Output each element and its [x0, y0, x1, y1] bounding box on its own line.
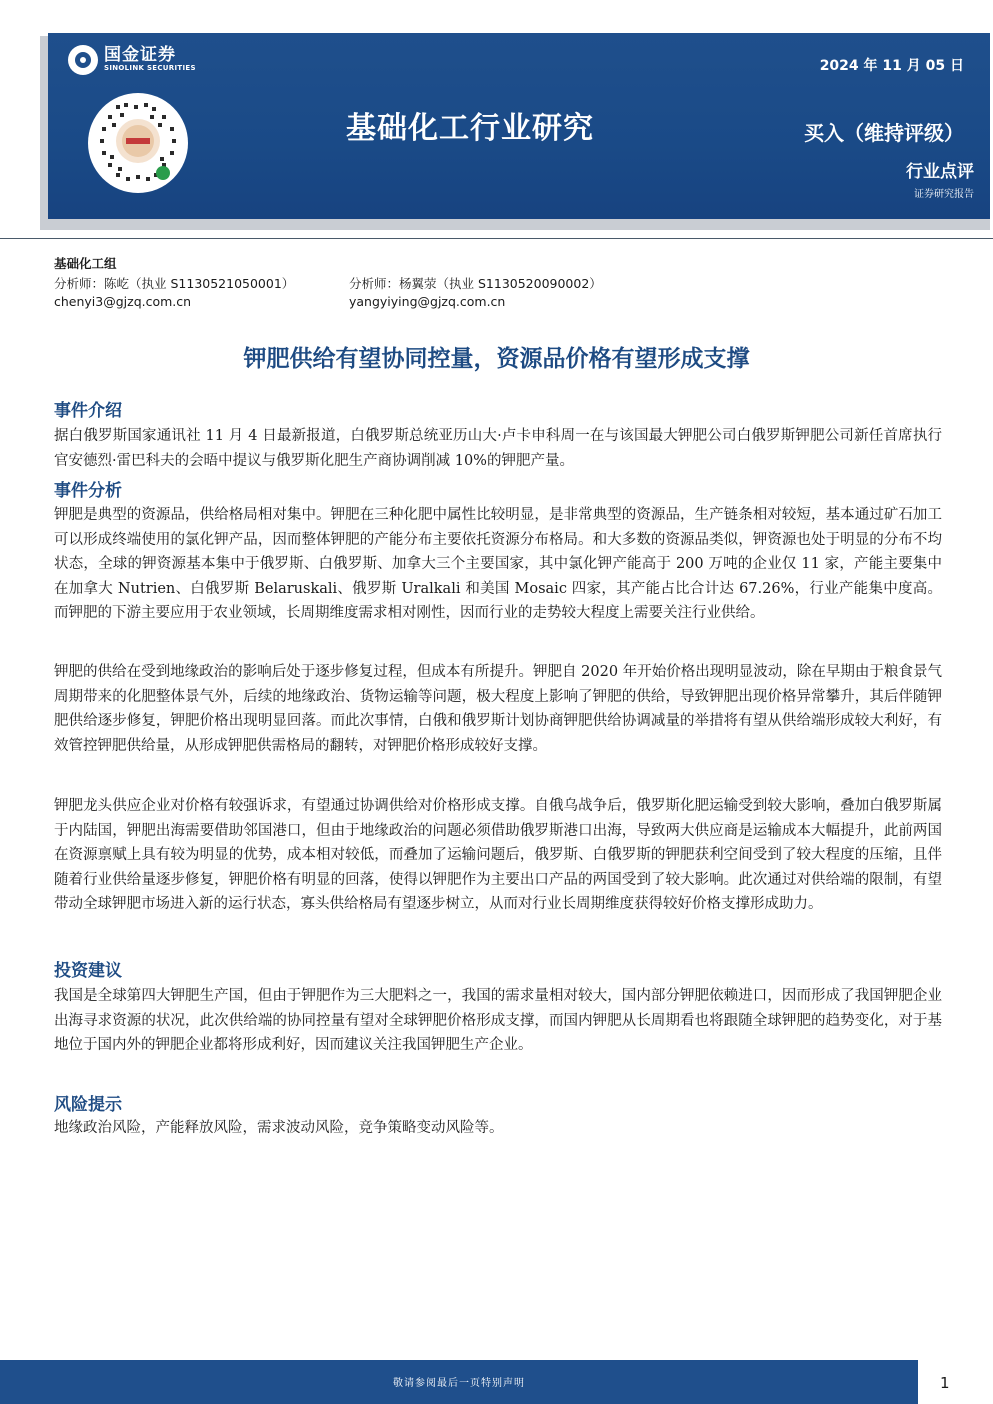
section-title-advice: 投资建议	[54, 961, 122, 981]
report-title: 基础化工行业研究	[346, 111, 594, 146]
header-banner	[48, 33, 990, 219]
research-team: 基础化工组	[54, 256, 117, 271]
page-number: 1	[940, 1374, 950, 1392]
paragraph-analysis-3: 钾肥龙头供应企业对价格有较强诉求，有望通过协调供给对价格形成支撑。自俄乌战争后，俄罗斯化肥运输受到较大影响，叠加白俄罗斯属于内陆国，钾肥出海需要借助邻国港口，但由于地缘政治的问题必须借助俄罗斯港口出海，导致两大供应商是运输成本大幅提升，此前两国在资源禀赋上具有较为明显的优势，成本相对较低，而叠加了运输问题后，俄罗斯、白俄罗斯的钾肥获利空间受到了较大程度的压缩，且伴随着行业供给量逐步修复，钾肥价格有明显的回落，使得以钾肥作为主要出口产品的两国受到了较大影响。此次通过对供给端的限制，有望带动全球钾肥市场进入新的运行状态，寡头供给格局有望逐步树立，从而对行业长周期维度获得较好价格支撑形成助力。	[54, 798, 942, 912]
company-logo	[68, 45, 196, 75]
logo-cn: 国金证券	[104, 45, 176, 66]
analyst-1-email[interactable]: chenyi3@gjzq.com.cn	[54, 294, 192, 309]
logo-en: SINOLINK SECURITIES	[104, 64, 196, 73]
rating: 买入（维持评级）	[804, 121, 964, 145]
paragraph-advice: 我国是全球第四大钾肥生产国，但由于钾肥作为三大肥料之一，我国的需求量相对较大，国内部分钾肥依赖进口，因而形成了我国钾肥企业出海寻求资源的状况，此次供给端的协同控量有望对全球钾肥价格形成支撑，而国内钾肥从长周期看也将跟随全球钾肥的趋势变化，对于基地位于国内外的钾肥企业都将形成利好，因而建议关注我国钾肥生产企业。	[54, 988, 942, 1053]
section-title-analysis: 事件分析	[54, 481, 122, 501]
header-divider	[0, 238, 993, 239]
logo-mark-icon	[68, 45, 98, 75]
analyst-1-name: 分析师：陈屹（执业 S1130521050001）	[54, 276, 295, 291]
section-title-intro: 事件介绍	[54, 401, 122, 421]
paragraph-risk: 地缘政治风险，产能释放风险，需求波动风险，竞争策略变动风险等。	[54, 1120, 504, 1136]
qr-code-icon	[88, 93, 188, 193]
report-date: 2024 年 11 月 05 日	[819, 58, 964, 74]
paragraph-analysis-2: 钾肥的供给在受到地缘政治的影响后处于逐步修复过程，但成本有所提升。钾肥自 2020 年开始价格出现明显波动，除在早期由于粮食景气周期带来的化肥整体景气外，后续的地缘政治、货物运输等问题，极大程度上影响了钾肥的供给，导致钾肥出现价格异常攀升，其后伴随钾肥供给逐步修复，钾肥价格出现明显回落。而此次事情，白俄和俄罗斯计划协商钾肥供给协调减量的举措将有望从供给端形成较大利好，有效管控钾肥供给量，从形成钾肥供需格局的翻转，对钾肥价格形成较好支撑。	[54, 664, 942, 754]
analyst-2-name: 分析师：杨翼荥（执业 S1130520090002）	[349, 276, 602, 291]
headline: 钾肥供给有望协同控量，资源品价格有望形成支撑	[243, 346, 750, 372]
analyst-2-email[interactable]: yangyiying@gjzq.com.cn	[349, 294, 506, 309]
report-subtype: 证券研究报告	[914, 189, 974, 200]
footer-notice: 敬请参阅最后一页特别声明	[393, 1378, 525, 1389]
paragraph-intro: 据白俄罗斯国家通讯社 11 月 4 日最新报道，白俄罗斯总统亚历山大·卢卡申科周一在与该国最大钾肥公司白俄罗斯钾肥公司新任首席执行官安德烈·雷巴科夫的会晤中提议与俄罗斯化肥生产商协调削减 10%的钾肥产量。	[54, 428, 942, 469]
section-title-risk: 风险提示	[54, 1095, 122, 1115]
report-type: 行业点评	[906, 162, 974, 182]
footer-bar	[0, 1360, 918, 1404]
paragraph-analysis-1: 钾肥是典型的资源品，供给格局相对集中。钾肥在三种化肥中属性比较明显，是非常典型的资源品，生产链条相对较短，基本通过矿石加工可以形成终端使用的氯化钾产品，因而整体钾肥的产能分布主要依托资源分布格局。和大多数的资源品类似，钾资源也处于明显的分布不均状态，全球的钾资源基本集中于俄罗斯、白俄罗斯、加拿大三个主要国家，其中氯化钾产能高于 200 万吨的企业仅 11 家，产能主要集中在加拿大 Nutrien、白俄罗斯 Belaruskali、俄罗斯 Uralkali 和美国 Mosaic 四家，其产能占比合计达 67.26%，行业产能集中度高。而钾肥的下游主要应用于农业领域，长周期维度需求相对刚性，因而行业的走势较大程度上需要关注行业供给。	[54, 507, 942, 621]
